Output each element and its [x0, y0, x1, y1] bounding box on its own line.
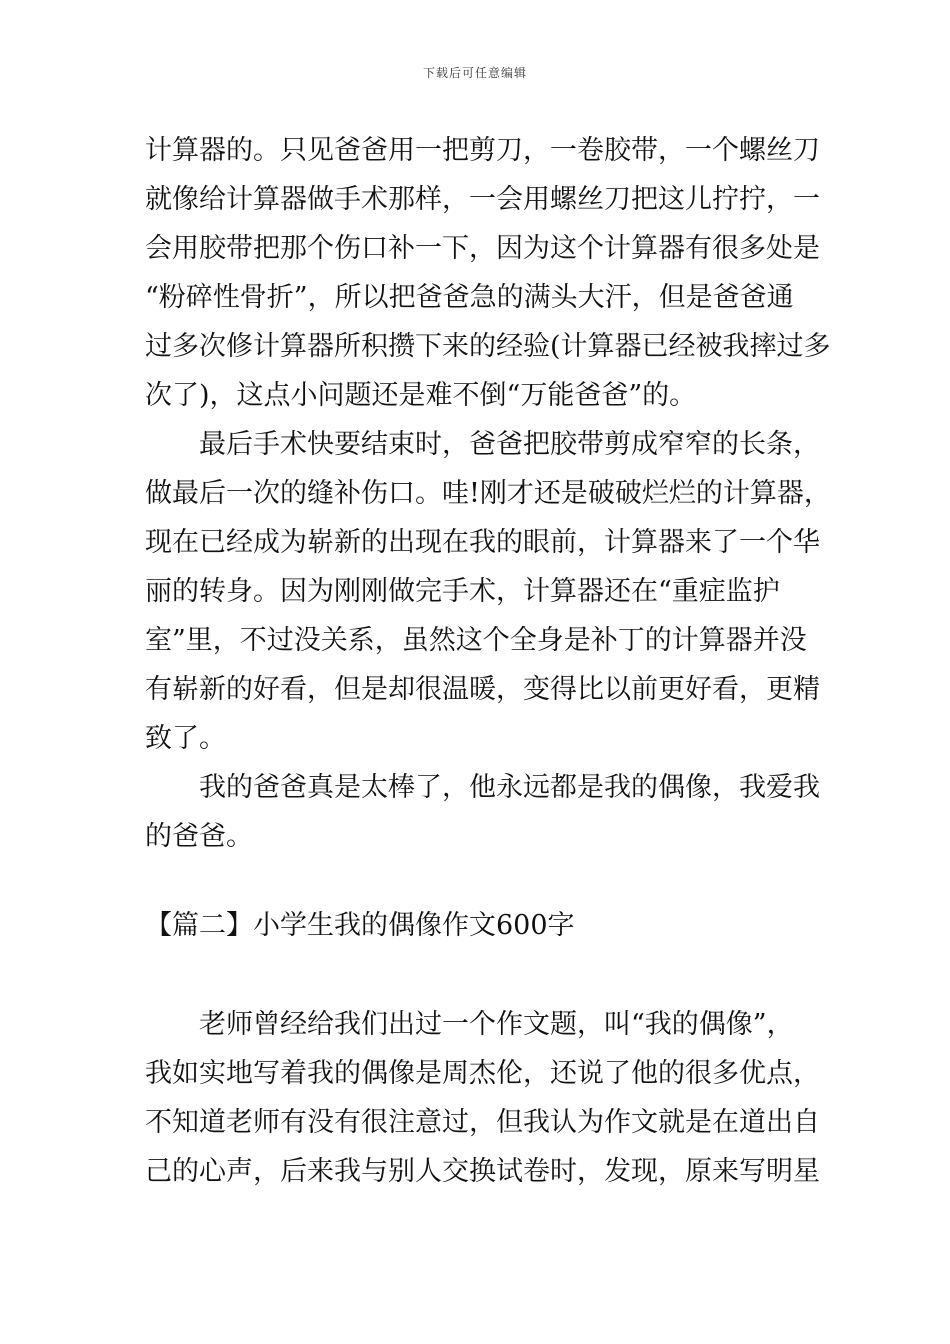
text-line: 有崭新的好看，但是却很温暖，变得比以前更好看，更精 — [145, 674, 820, 705]
paragraph-1 — [145, 126, 831, 420]
text-line: 老师曾经给我们出过一个作文题，叫“我的偶像”， — [199, 1009, 794, 1040]
page-header: 下载后可任意编辑 — [422, 66, 527, 80]
section-heading: 【篇二】小学生我的偶像作文600字 — [145, 910, 575, 941]
text-line: 致了。 — [145, 723, 226, 754]
text-line: 我的爸爸真是太棒了，他永远都是我的偶像，我爱我 — [199, 772, 820, 803]
section-title — [145, 901, 810, 950]
text-line: 最后手术快要结束时，爸爸把胶带剪成窄窄的长条， — [199, 429, 820, 460]
paragraph-2 — [145, 420, 831, 763]
text-line: 次了)，这点小问题还是难不倒“万能爸爸”的。 — [145, 380, 697, 411]
text-line: 的爸爸。 — [145, 821, 253, 852]
text-line: 做最后一次的缝补伤口。哇!刚才还是破破烂烂的计算器， — [145, 478, 831, 509]
text-line: 丽的转身。因为刚刚做完手术，计算器还在“重症监护 — [145, 576, 780, 607]
paragraph-4 — [145, 1000, 820, 1196]
text-line: 己的心声，后来我与别人交换试卷时，发现，原来写明星 — [145, 1156, 820, 1187]
spacer — [145, 950, 810, 1000]
text-line: 过多次修计算器所积攒下来的经验(计算器已经被我摔过多 — [145, 331, 831, 362]
spacer — [145, 861, 810, 901]
paragraph-3 — [145, 763, 820, 861]
text-line: 不知道老师有没有很注意过，但我认为作文就是在道出自 — [145, 1107, 820, 1138]
document-body — [145, 126, 831, 1196]
text-line: 会用胶带把那个伤口补一下，因为这个计算器有很多处是 — [145, 233, 820, 264]
text-line: 现在已经成为崭新的出现在我的眼前，计算器来了一个华 — [145, 527, 820, 558]
text-line: 计算器的。只见爸爸用一把剪刀，一卷胶带，一个螺丝刀 — [145, 135, 820, 166]
text-line: 我如实地写着我的偶像是周杰伦，还说了他的很多优点， — [145, 1058, 820, 1089]
text-line: 室”里，不过没关系，虽然这个全身是补丁的计算器并没 — [145, 625, 807, 656]
text-line: 就像给计算器做手术那样，一会用螺丝刀把这儿拧拧，一 — [145, 184, 820, 215]
text-line: “粉碎性骨折”，所以把爸爸急的满头大汗，但是爸爸通 — [145, 282, 794, 313]
